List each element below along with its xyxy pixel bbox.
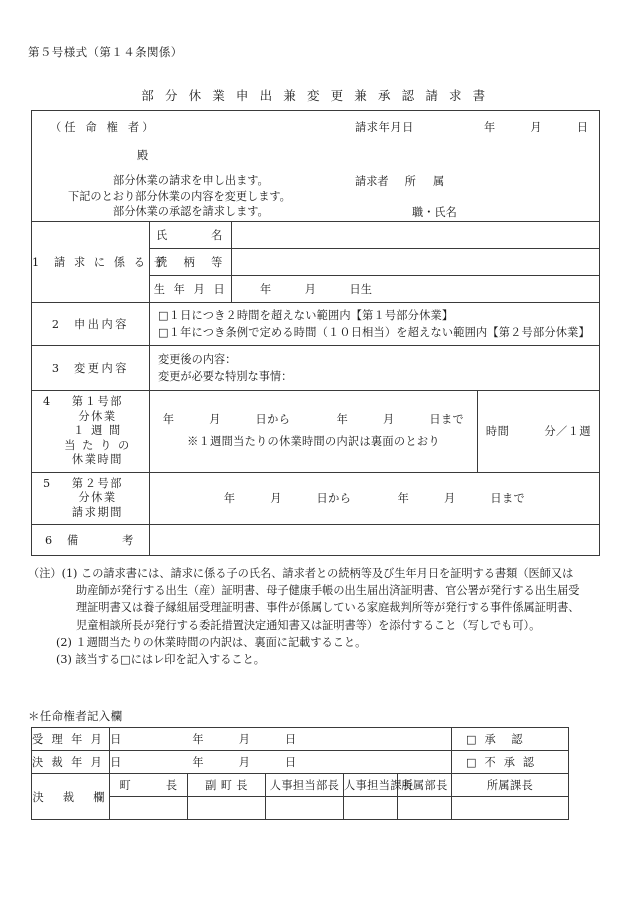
row4-period-block	[150, 391, 478, 473]
header-block-row	[32, 111, 600, 222]
note-3-line-1: 該当する□にはレ印を記入すること。	[75, 653, 265, 667]
row4-label	[32, 391, 150, 473]
row4-duration[interactable]: 時間 分／１週	[478, 391, 600, 473]
signature-cell-hr-manager[interactable]	[344, 797, 398, 820]
row4-number: 4	[43, 395, 51, 408]
statement-line-1: 部分休業の請求を申し出ます。	[113, 174, 269, 187]
affiliation-label: 所 属	[404, 175, 448, 188]
row5-period[interactable]: 年 月 日から 年 月 日まで	[150, 472, 600, 525]
approve-checkbox[interactable]	[452, 728, 569, 751]
row5-label-line-3: 請求期間	[71, 505, 124, 519]
receipt-date-row	[32, 728, 569, 751]
row5-number: 5	[43, 476, 51, 490]
row4-label-line-4: 当 た り の	[64, 438, 131, 452]
row4-label-line-2: 分休業	[78, 409, 117, 423]
note-1-line-4: 児童相談所長が発行する委託措置決定通知書又は証明書等）を添付すること（写しでも可）。	[76, 618, 541, 632]
notes-block	[28, 565, 604, 668]
row2	[32, 303, 600, 346]
row6-value[interactable]	[150, 525, 600, 556]
row2-options	[150, 303, 600, 346]
decision-column-label: 決 裁 欄	[32, 774, 110, 820]
row4-label-line-1: 第１号部	[71, 395, 124, 408]
signature-cell-section-manager[interactable]	[452, 797, 569, 820]
row3-line-2: 変更が必要な特別な事情：	[158, 370, 293, 383]
note-3-number: (3)	[56, 653, 72, 667]
decision-date-label: 決 裁 年 月 日	[32, 751, 110, 774]
claim-date-value[interactable]: 年 月 日	[484, 121, 589, 134]
claimant-block	[355, 173, 447, 189]
row4-period[interactable]: 年 月 日から 年 月 日まで	[162, 413, 465, 427]
dono-label: 殿	[137, 149, 149, 162]
signature-header-dept-director: 所属部長	[398, 774, 452, 797]
row6-label-text: 備 考	[67, 534, 136, 547]
statement-block	[68, 173, 291, 220]
row4-label-line-3: １ 週 間	[73, 424, 122, 437]
row3-label	[32, 346, 150, 391]
row1-label	[32, 222, 168, 303]
signature-cell-dept-director[interactable]	[398, 797, 452, 820]
row5	[32, 472, 600, 525]
note-item-3	[28, 651, 604, 668]
reject-label: □ 不 承 認	[466, 756, 537, 769]
row3-line-1: 変更後の内容：	[158, 353, 237, 366]
signature-header-section-manager: 所属課長	[452, 774, 569, 797]
appointer-table	[31, 727, 569, 820]
row1-sub-label-birthdate: 生 年 月 日	[150, 276, 232, 303]
note-1-line-1: この請求書には、請求に係る子の氏名、請求者との続柄等及び生年月日を証明する書類（医師又は	[81, 567, 574, 580]
signature-cell-hr-director[interactable]	[266, 797, 344, 820]
row6-label	[32, 525, 150, 556]
statement-line-3: 部分休業の承認を請求します。	[113, 205, 269, 218]
row6	[32, 525, 600, 556]
checkbox-option-2[interactable]: □１年につき条例で定める時間（１０日相当）を超えない範囲内【第２号部分休業】	[158, 326, 590, 339]
note-2-number: (2)	[56, 635, 72, 649]
appointer-section-heading: ＊任命権者記入欄	[28, 709, 123, 723]
note-1-number: (1)	[61, 567, 78, 580]
claimant-label: 請求者	[355, 175, 389, 188]
row3-content[interactable]	[150, 346, 600, 391]
row2-label-text: 申出内容	[73, 318, 130, 331]
note-item-2	[28, 634, 604, 651]
receipt-date-label: 受 理 年 月 日	[32, 728, 110, 751]
signature-header-hr-director: 人事担当部長	[266, 774, 344, 797]
signature-header-row	[32, 774, 569, 797]
note-item-1	[28, 565, 604, 582]
row1-value-birthdate[interactable]: 年 月 日生	[232, 276, 600, 303]
note-2-line-1: １週間当たりの休業時間の内訳は、裏面に記載すること。	[75, 635, 367, 649]
receipt-date-value[interactable]: 年 月 日	[110, 728, 452, 751]
signature-value-row	[32, 797, 569, 820]
row1-label-text: 請 求 に 係 る 子	[54, 256, 168, 269]
row4	[32, 391, 600, 473]
header-block	[32, 111, 600, 222]
row4-label-line-5: 休業時間	[71, 453, 124, 466]
form-number: 第５号様式（第１４条関係）	[28, 45, 183, 59]
row1-sub-label-relation: 続 柄 等	[150, 249, 232, 276]
row5-label-line-2: 分休業	[78, 491, 117, 504]
row1-name	[32, 222, 600, 249]
document-title: 部 分 休 業 申 出 兼 変 更 兼 承 認 請 求 書	[141, 88, 489, 103]
main-form-table	[31, 110, 600, 556]
row1-value-name[interactable]	[232, 222, 600, 249]
checkbox-option-1[interactable]: □１日につき２時間を超えない範囲内【第１号部分休業】	[158, 309, 454, 322]
row1-number: 1	[32, 256, 42, 269]
signature-cell-deputy-mayor[interactable]	[188, 797, 266, 820]
row2-number: 2	[51, 318, 62, 331]
row1-sub-label-name: 氏 名	[150, 222, 232, 249]
reject-checkbox[interactable]	[452, 751, 569, 774]
note-1-line-3: 理証明書又は養子縁組届受理証明書、事件が係属している家庭裁判所等が発行する事件係属証明書、	[76, 601, 580, 615]
row4-note: ※１週間当たりの休業時間の内訳は裏面のとおり	[187, 435, 440, 449]
row3	[32, 346, 600, 391]
row5-label	[32, 472, 150, 525]
statement-line-2: 下記のとおり部分休業の内容を変更します。	[68, 189, 291, 203]
row2-label	[32, 303, 150, 346]
claim-date-label: 請求年月日	[355, 121, 414, 134]
row3-label-text: 変更内容	[73, 362, 130, 375]
decision-date-row	[32, 751, 569, 774]
signature-header-hr-manager: 人事担当課長	[344, 774, 398, 797]
signature-cell-mayor[interactable]	[110, 797, 188, 820]
row1-value-relation[interactable]	[232, 249, 600, 276]
decision-date-value[interactable]: 年 月 日	[110, 751, 452, 774]
notes-marker: （注）	[28, 567, 62, 580]
row6-number: 6	[45, 534, 55, 547]
approve-label: □ 承 認	[466, 733, 525, 746]
signature-header-mayor: 町 長	[110, 774, 188, 797]
note-1-line-2: 助産師が発行する出生（産）証明書、母子健康手帳の出生届出済証明書、官公署が発行する出生届受	[76, 584, 580, 598]
appointer-label: （任 命 権 者）	[50, 121, 157, 134]
row3-number: 3	[51, 362, 62, 375]
signature-header-deputy-mayor: 副 町 長	[188, 774, 266, 797]
row5-label-line-1: 第２号部	[71, 476, 124, 490]
job-name-label: 職・氏名	[412, 206, 457, 219]
